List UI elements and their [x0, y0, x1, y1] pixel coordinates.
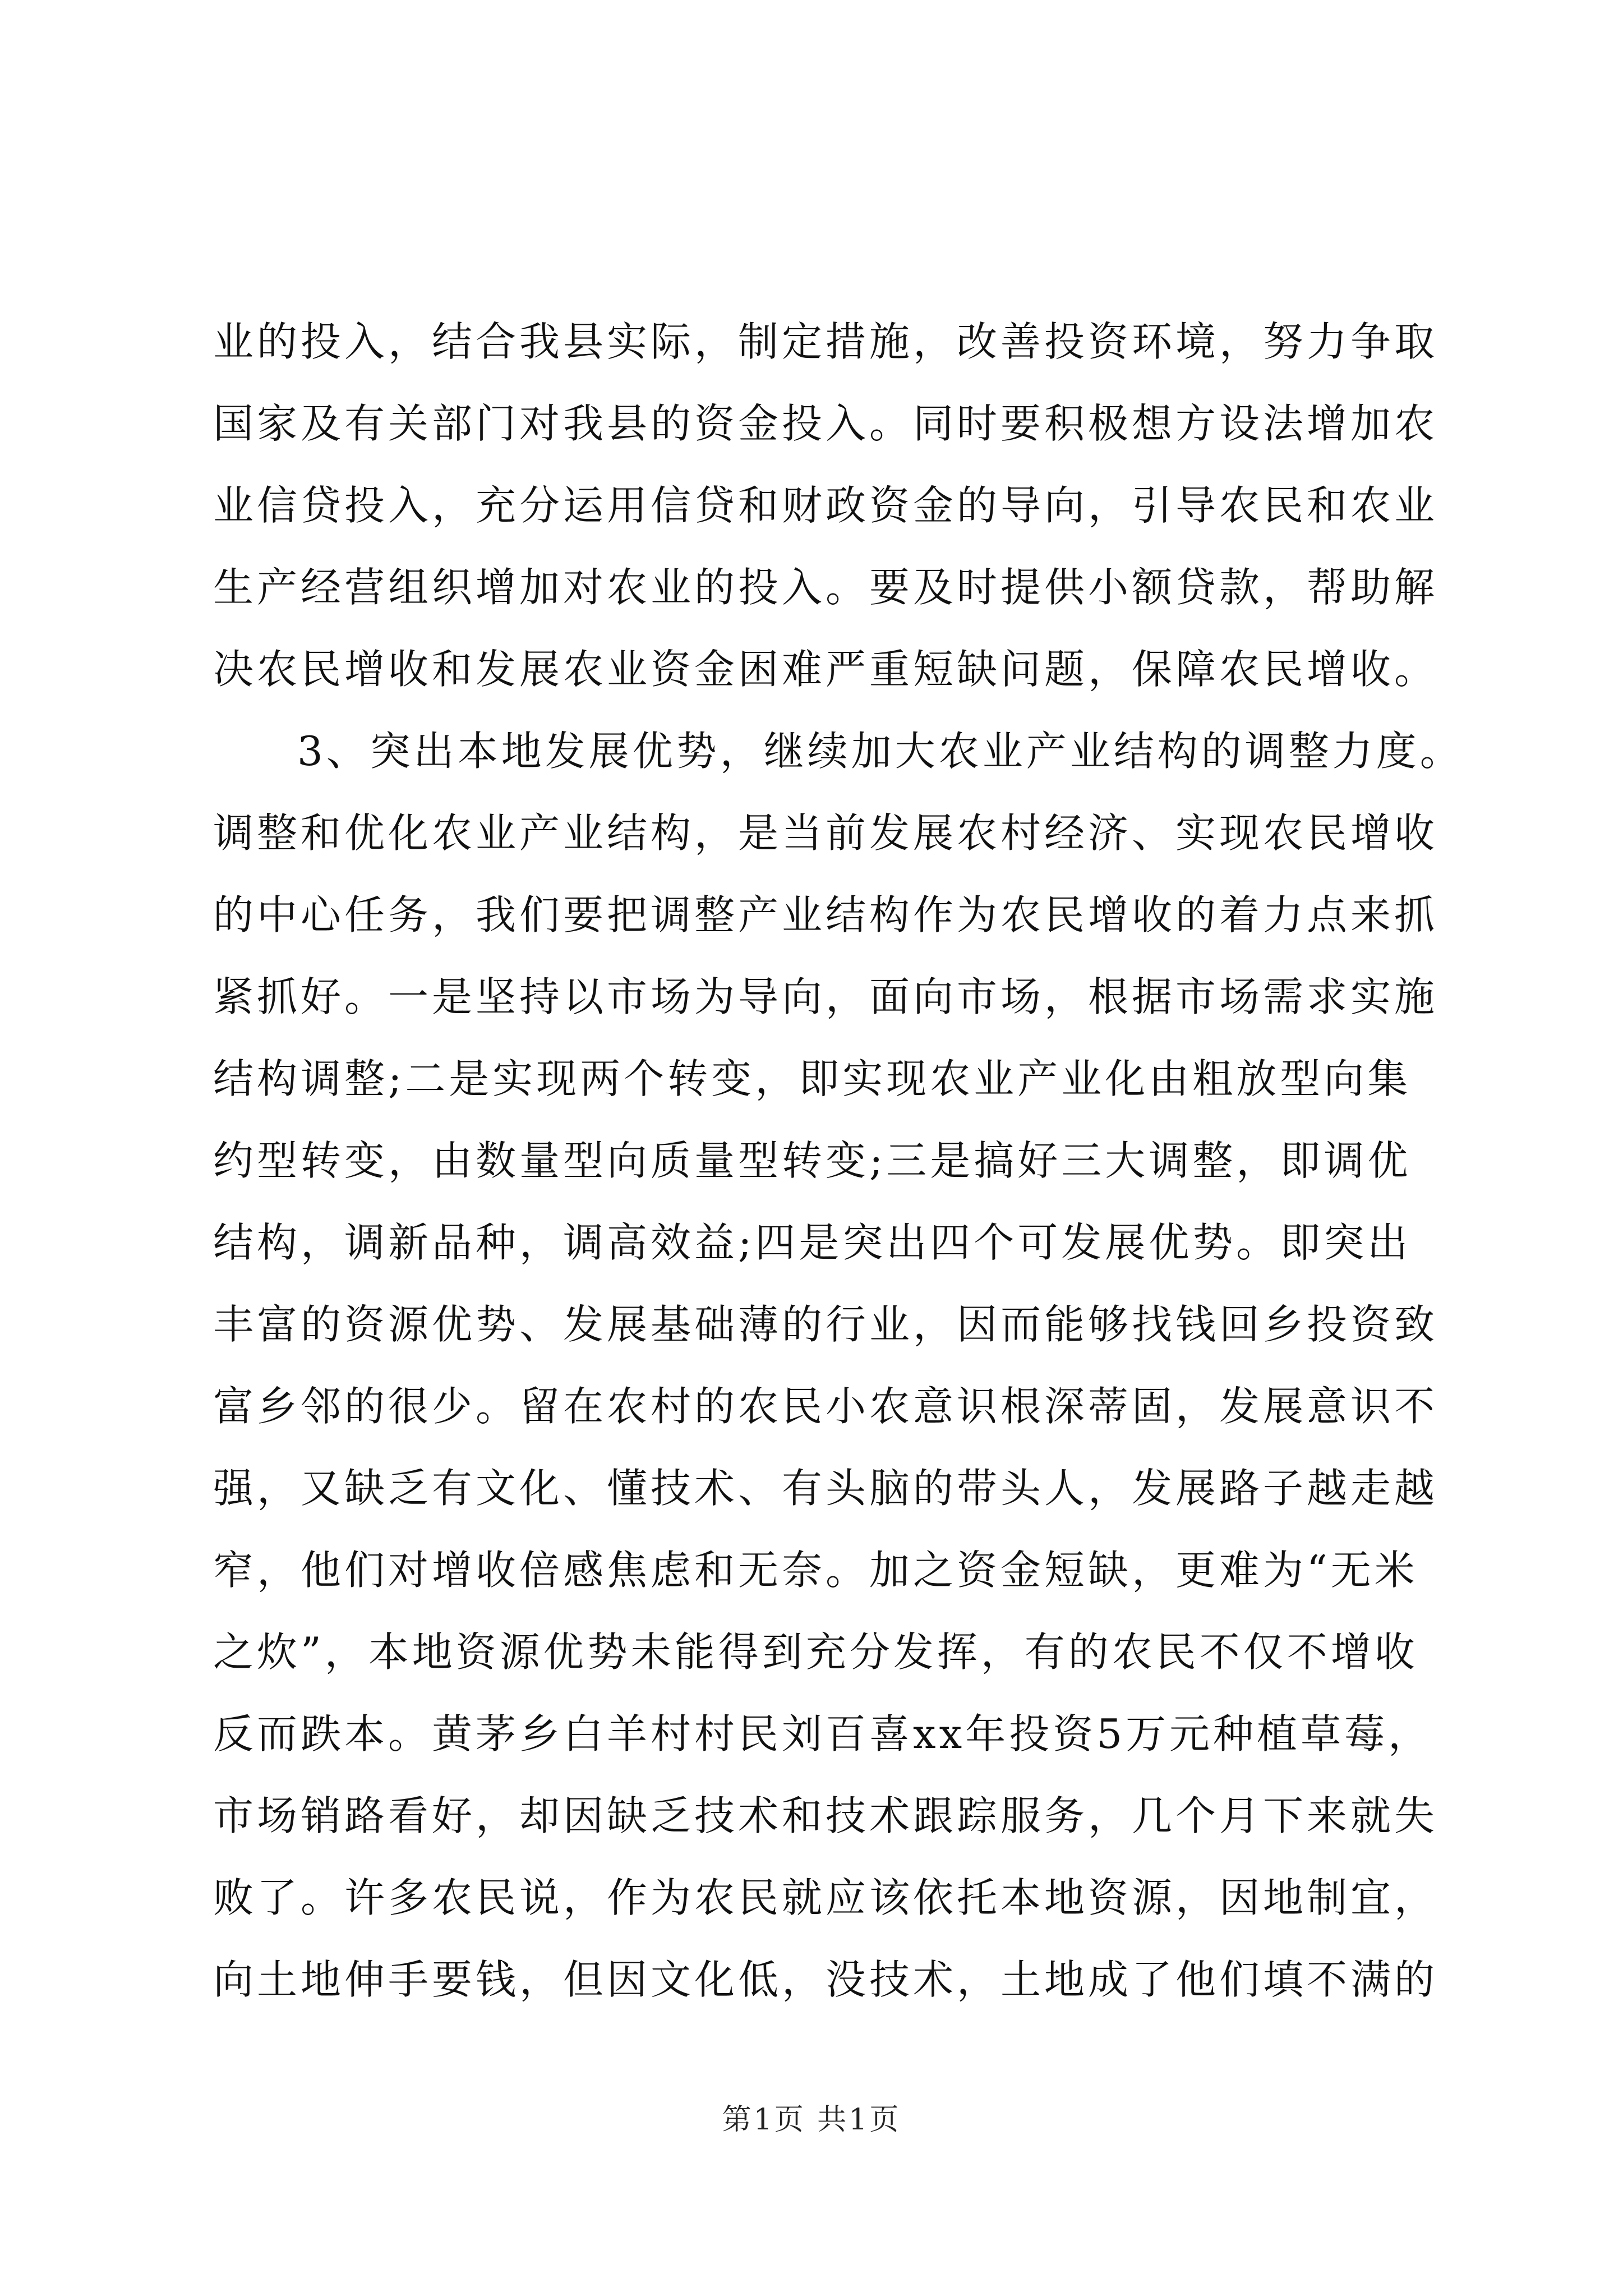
text-line: 约型转变，由数量型向质量型转变;三是搞好三大调整，即调优 [213, 1137, 1412, 1184]
text-line: 结构，调新品种，调高效益;四是突出四个可发展优势。即突出 [213, 1219, 1412, 1266]
text-line: 国家及有关部门对我县的资金投入。同时要积极想方设法增加农 [213, 400, 1438, 447]
page-number-footer: 第1页 共1页 [722, 2103, 901, 2137]
text-line: 丰富的资源优势、发展基础薄的行业，因而能够找钱回乡投资致 [213, 1301, 1438, 1348]
text-line: 市场销路看好，却因缺乏技术和技术跟踪服务，几个月下来就失 [213, 1792, 1438, 1839]
text-line: 强，又缺乏有文化、懂技术、有头脑的带头人，发展路子越走越 [213, 1465, 1438, 1512]
text-line: 向土地伸手要钱，但因文化低，没技术，土地成了他们填不满的 [213, 1956, 1438, 2003]
text-line: 败了。许多农民说，作为农民就应该依托本地资源，因地制宜， [213, 1874, 1438, 1921]
text-line: 紧抓好。一是坚持以市场为导向，面向市场，根据市场需求实施 [213, 973, 1438, 1020]
text-line: 之炊”，本地资源优势未能得到充分发挥，有的农民不仅不增收 [213, 1628, 1418, 1676]
text-line: 生产经营组织增加对农业的投入。要及时提供小额贷款，帮助解 [213, 564, 1438, 611]
text-line: 富乡邻的很少。留在农村的农民小农意识根深蒂固，发展意识不 [213, 1383, 1438, 1430]
text-line: 的中心任务，我们要把调整产业结构作为农民增收的着力点来抓 [213, 891, 1438, 938]
body-text [213, 301, 1464, 2021]
text-line: 反而跌本。黄茅乡白羊村村民刘百喜xx年投资5万元种植草莓， [213, 1710, 1432, 1757]
text-line: 窄，他们对增收倍感焦虑和无奈。加之资金短缺，更难为“无米 [213, 1547, 1418, 1594]
section-heading-line: 3、突出本地发展优势，继续加大农业产业结构的调整力度。 [297, 728, 1464, 775]
text-line: 决农民增收和发展农业资金困难严重短缺问题，保障农民增收。 [213, 646, 1438, 693]
text-line: 业信贷投入，充分运用信贷和财政资金的导向，引导农民和农业 [213, 482, 1438, 529]
text-line: 结构调整;二是实现两个转变，即实现农业产业化由粗放型向集 [213, 1055, 1412, 1102]
text-line: 业的投入，结合我县实际，制定措施，改善投资环境，努力争取 [213, 318, 1438, 365]
text-line: 调整和优化农业产业结构，是当前发展农村经济、实现农民增收 [213, 809, 1438, 857]
